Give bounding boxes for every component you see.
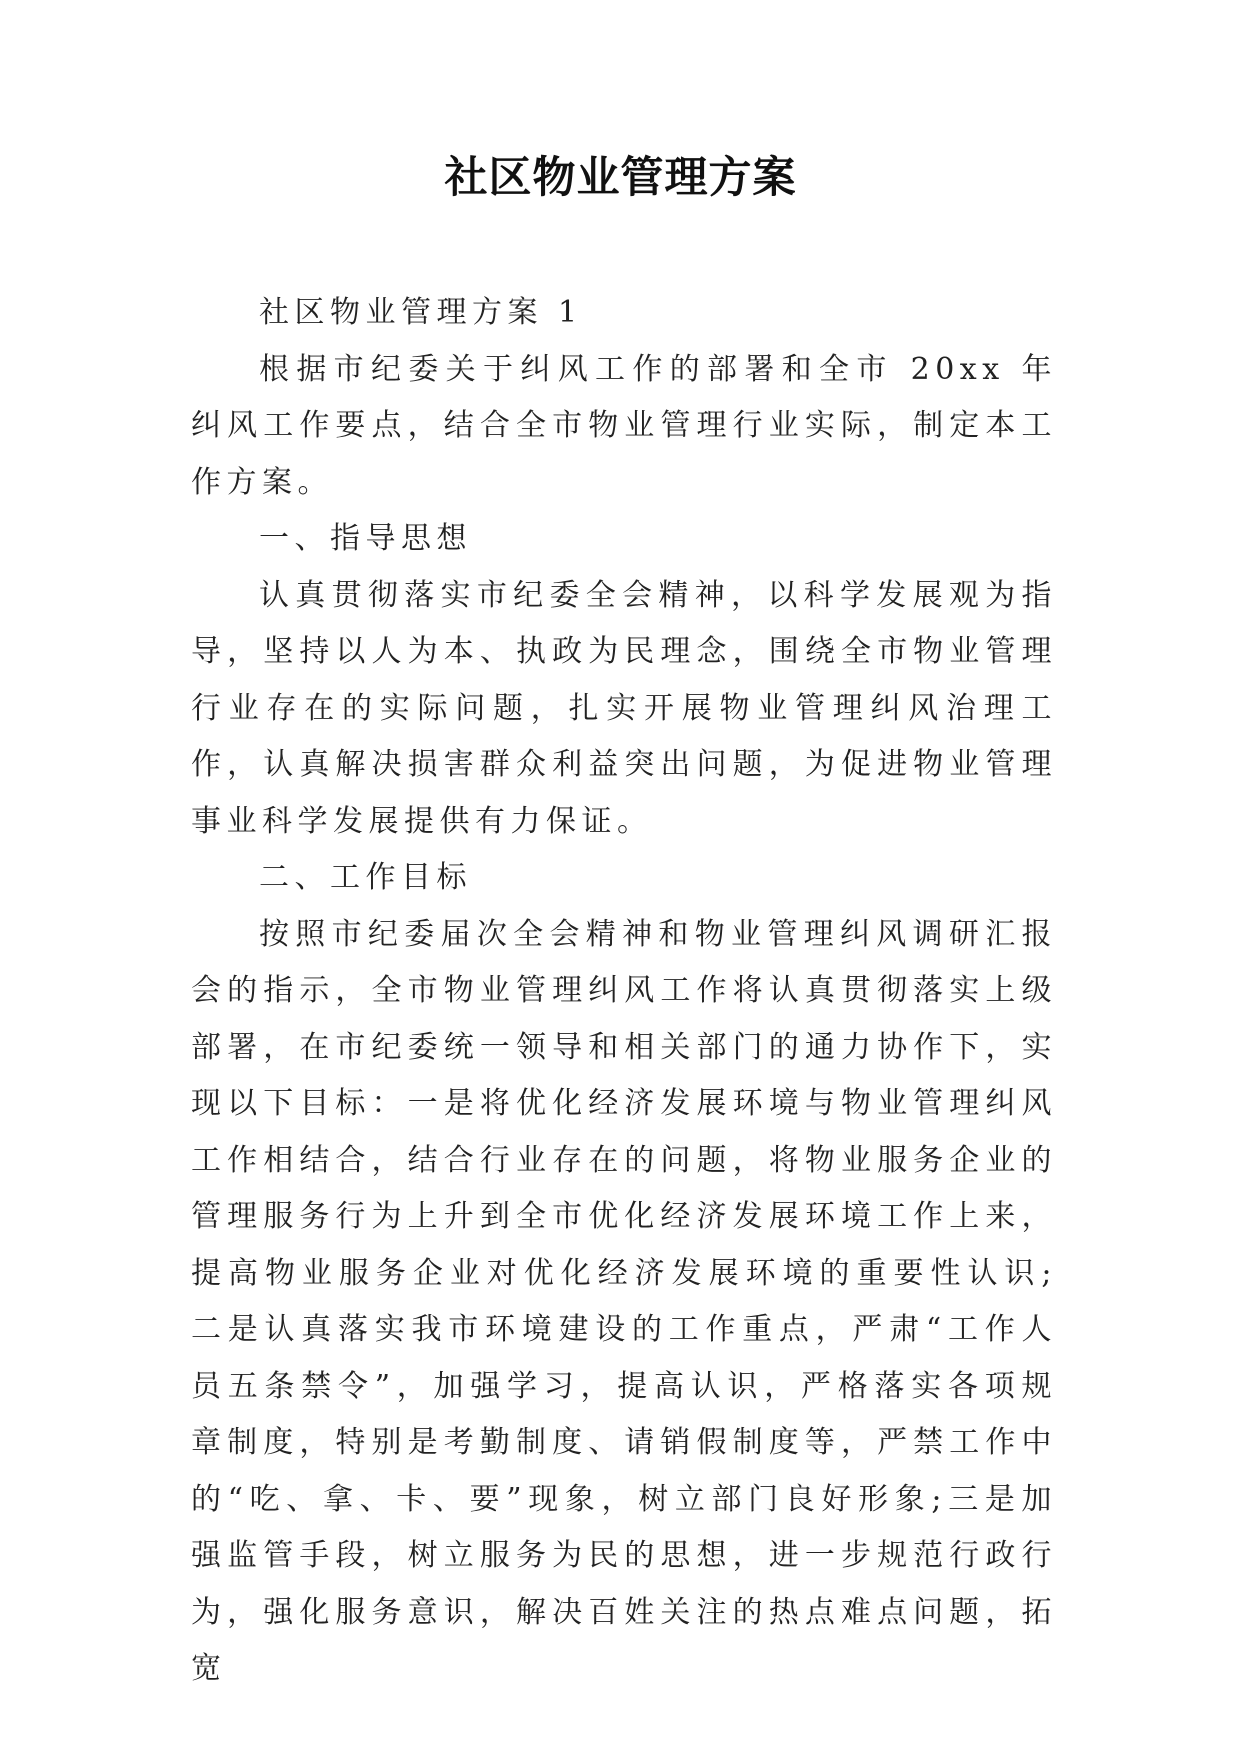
paragraph: 认真贯彻落实市纪委全会精神，以科学发展观为指导，坚持以人为本、执政为民理念，围绕全市物业管理行业存在的实际问题，扎实开展物业管理纠风治理工作，认真解决损害群众利益突出问题，为促进物业管理事业科学发展提供有力保证。 xyxy=(191,577,1057,839)
paragraph: 按照市纪委届次全会精神和物业管理纠风调研汇报会的指示，全市物业管理纠风工作将认真贯彻落实上级部署，在市纪委统一领导和相关部门的通力协作下，实现以下目标：一是将优化经济发展环境与物业管理纠风工作相结合，结合行业存在的问题，将物业服务企业的管理服务行为上升到全市优化经济发展环境工作上来，提高物业服务企业对优化经济发展环境的重要性认识;二是认真落实我市环境建设的工作重点，严肃“工作人员五条禁令”，加强学习，提高认识，严格落实各项规章制度，特别是考勤制度、请销假制度等，严禁工作中的“吃、拿、卡、要”现象，树立部门良好形象;三是加强监管手段，树立服务为民的思想，进一步规范行政行为，强化服务意识，解决百姓关注的热点难点问题，拓宽 xyxy=(191,916,1057,1686)
subsection-heading: 一、指导思想 xyxy=(259,521,472,556)
document-body xyxy=(191,285,1057,1698)
section-heading: 社区物业管理方案 1 xyxy=(259,295,583,330)
subsection-heading: 二、工作目标 xyxy=(259,860,472,895)
paragraph: 根据市纪委关于纠风工作的部署和全市 20xx 年纠风工作要点，结合全市物业管理行业实际，制定本工作方案。 xyxy=(191,351,1057,500)
document-title: 社区物业管理方案 xyxy=(444,153,797,203)
